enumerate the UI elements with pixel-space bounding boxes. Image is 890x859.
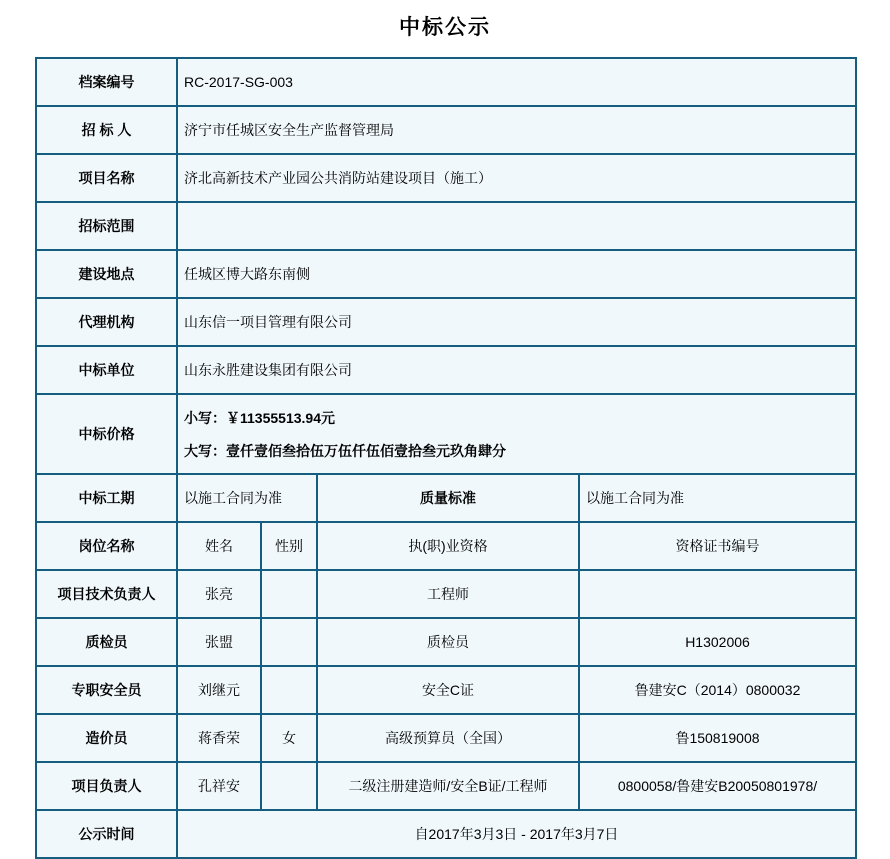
construction-period-row: [36, 474, 856, 522]
gender-header-cell: 性别: [261, 522, 317, 570]
gender-cell: [261, 570, 317, 618]
name-cell: 张亮: [177, 570, 261, 618]
personnel-row: [36, 762, 856, 810]
gender-cell: [261, 666, 317, 714]
role-cell: 造价员: [36, 714, 177, 762]
construction-site-row: [36, 250, 856, 298]
archive-number-label: 档案编号: [36, 58, 177, 106]
qualification-cell: 高级预算员（全国）: [317, 714, 579, 762]
tender-scope-row: [36, 202, 856, 250]
cert-no-cell: 0800058/鲁建安B20050801978/: [579, 762, 856, 810]
tender-scope-label: 招标范围: [36, 202, 177, 250]
publicity-time-value: 自2017年3月3日 - 2017年3月7日: [177, 810, 856, 858]
personnel-header-row: [36, 522, 856, 570]
price-uppercase: 大写：壹仟壹佰叁拾伍万伍仟伍佰壹拾叁元玖角肆分: [184, 442, 506, 459]
project-name-label: 项目名称: [36, 154, 177, 202]
construction-period-value: 以施工合同为准: [177, 474, 317, 522]
cert-no-cell: [579, 570, 856, 618]
name-cell: 孔祥安: [177, 762, 261, 810]
winning-bidder-label: 中标单位: [36, 346, 177, 394]
archive-number-row: [36, 58, 856, 106]
personnel-row: [36, 714, 856, 762]
name-header-cell: 姓名: [177, 522, 261, 570]
name-cell: 蒋香荣: [177, 714, 261, 762]
winning-price-row: [36, 394, 856, 474]
tenderee-label: 招 标 人: [36, 106, 177, 154]
name-cell: 张盟: [177, 618, 261, 666]
bid-announcement-table: [35, 57, 857, 859]
winning-price-value: [177, 394, 856, 474]
qualification-header-cell: 执(职)业资格: [317, 522, 579, 570]
tender-scope-value: [177, 202, 856, 250]
role-cell: 质检员: [36, 618, 177, 666]
agency-row: [36, 298, 856, 346]
project-name-value: 济北高新技术产业园公共消防站建设项目（施工）: [177, 154, 856, 202]
personnel-row: [36, 666, 856, 714]
cert-no-cell: 鲁建安C（2014）0800032: [579, 666, 856, 714]
personnel-row: [36, 618, 856, 666]
project-name-row: [36, 154, 856, 202]
gender-cell: [261, 618, 317, 666]
quality-standard-value: 以施工合同为准: [579, 474, 856, 522]
agency-value: 山东信一项目管理有限公司: [177, 298, 856, 346]
role-cell: 专职安全员: [36, 666, 177, 714]
qualification-cell: 二级注册建造师/安全B证/工程师: [317, 762, 579, 810]
page-title: 中标公示: [399, 16, 491, 39]
position-header-cell: 岗位名称: [36, 522, 177, 570]
role-cell: 项目技术负责人: [36, 570, 177, 618]
publicity-time-label: 公示时间: [36, 810, 177, 858]
construction-site-label: 建设地点: [36, 250, 177, 298]
name-cell: 刘继元: [177, 666, 261, 714]
construction-period-label: 中标工期: [36, 474, 177, 522]
role-cell: 项目负责人: [36, 762, 177, 810]
gender-cell: 女: [261, 714, 317, 762]
quality-standard-label: 质量标准: [317, 474, 579, 522]
tenderee-row: [36, 106, 856, 154]
construction-site-value: 任城区博大路东南侧: [177, 250, 856, 298]
cert-no-header-cell: 资格证书编号: [579, 522, 856, 570]
winning-bidder-row: [36, 346, 856, 394]
cert-no-cell: 鲁150819008: [579, 714, 856, 762]
qualification-cell: 工程师: [317, 570, 579, 618]
qualification-cell: 安全C证: [317, 666, 579, 714]
qualification-cell: 质检员: [317, 618, 579, 666]
publicity-time-row: [36, 810, 856, 858]
price-lowercase: 小写：￥11355513.94元: [184, 409, 335, 426]
archive-number-value: RC-2017-SG-003: [177, 58, 856, 106]
agency-label: 代理机构: [36, 298, 177, 346]
cert-no-cell: H1302006: [579, 618, 856, 666]
winning-price-label: 中标价格: [36, 394, 177, 474]
gender-cell: [261, 762, 317, 810]
tenderee-value: 济宁市任城区安全生产监督管理局: [177, 106, 856, 154]
personnel-row: [36, 570, 856, 618]
winning-bidder-value: 山东永胜建设集团有限公司: [177, 346, 856, 394]
